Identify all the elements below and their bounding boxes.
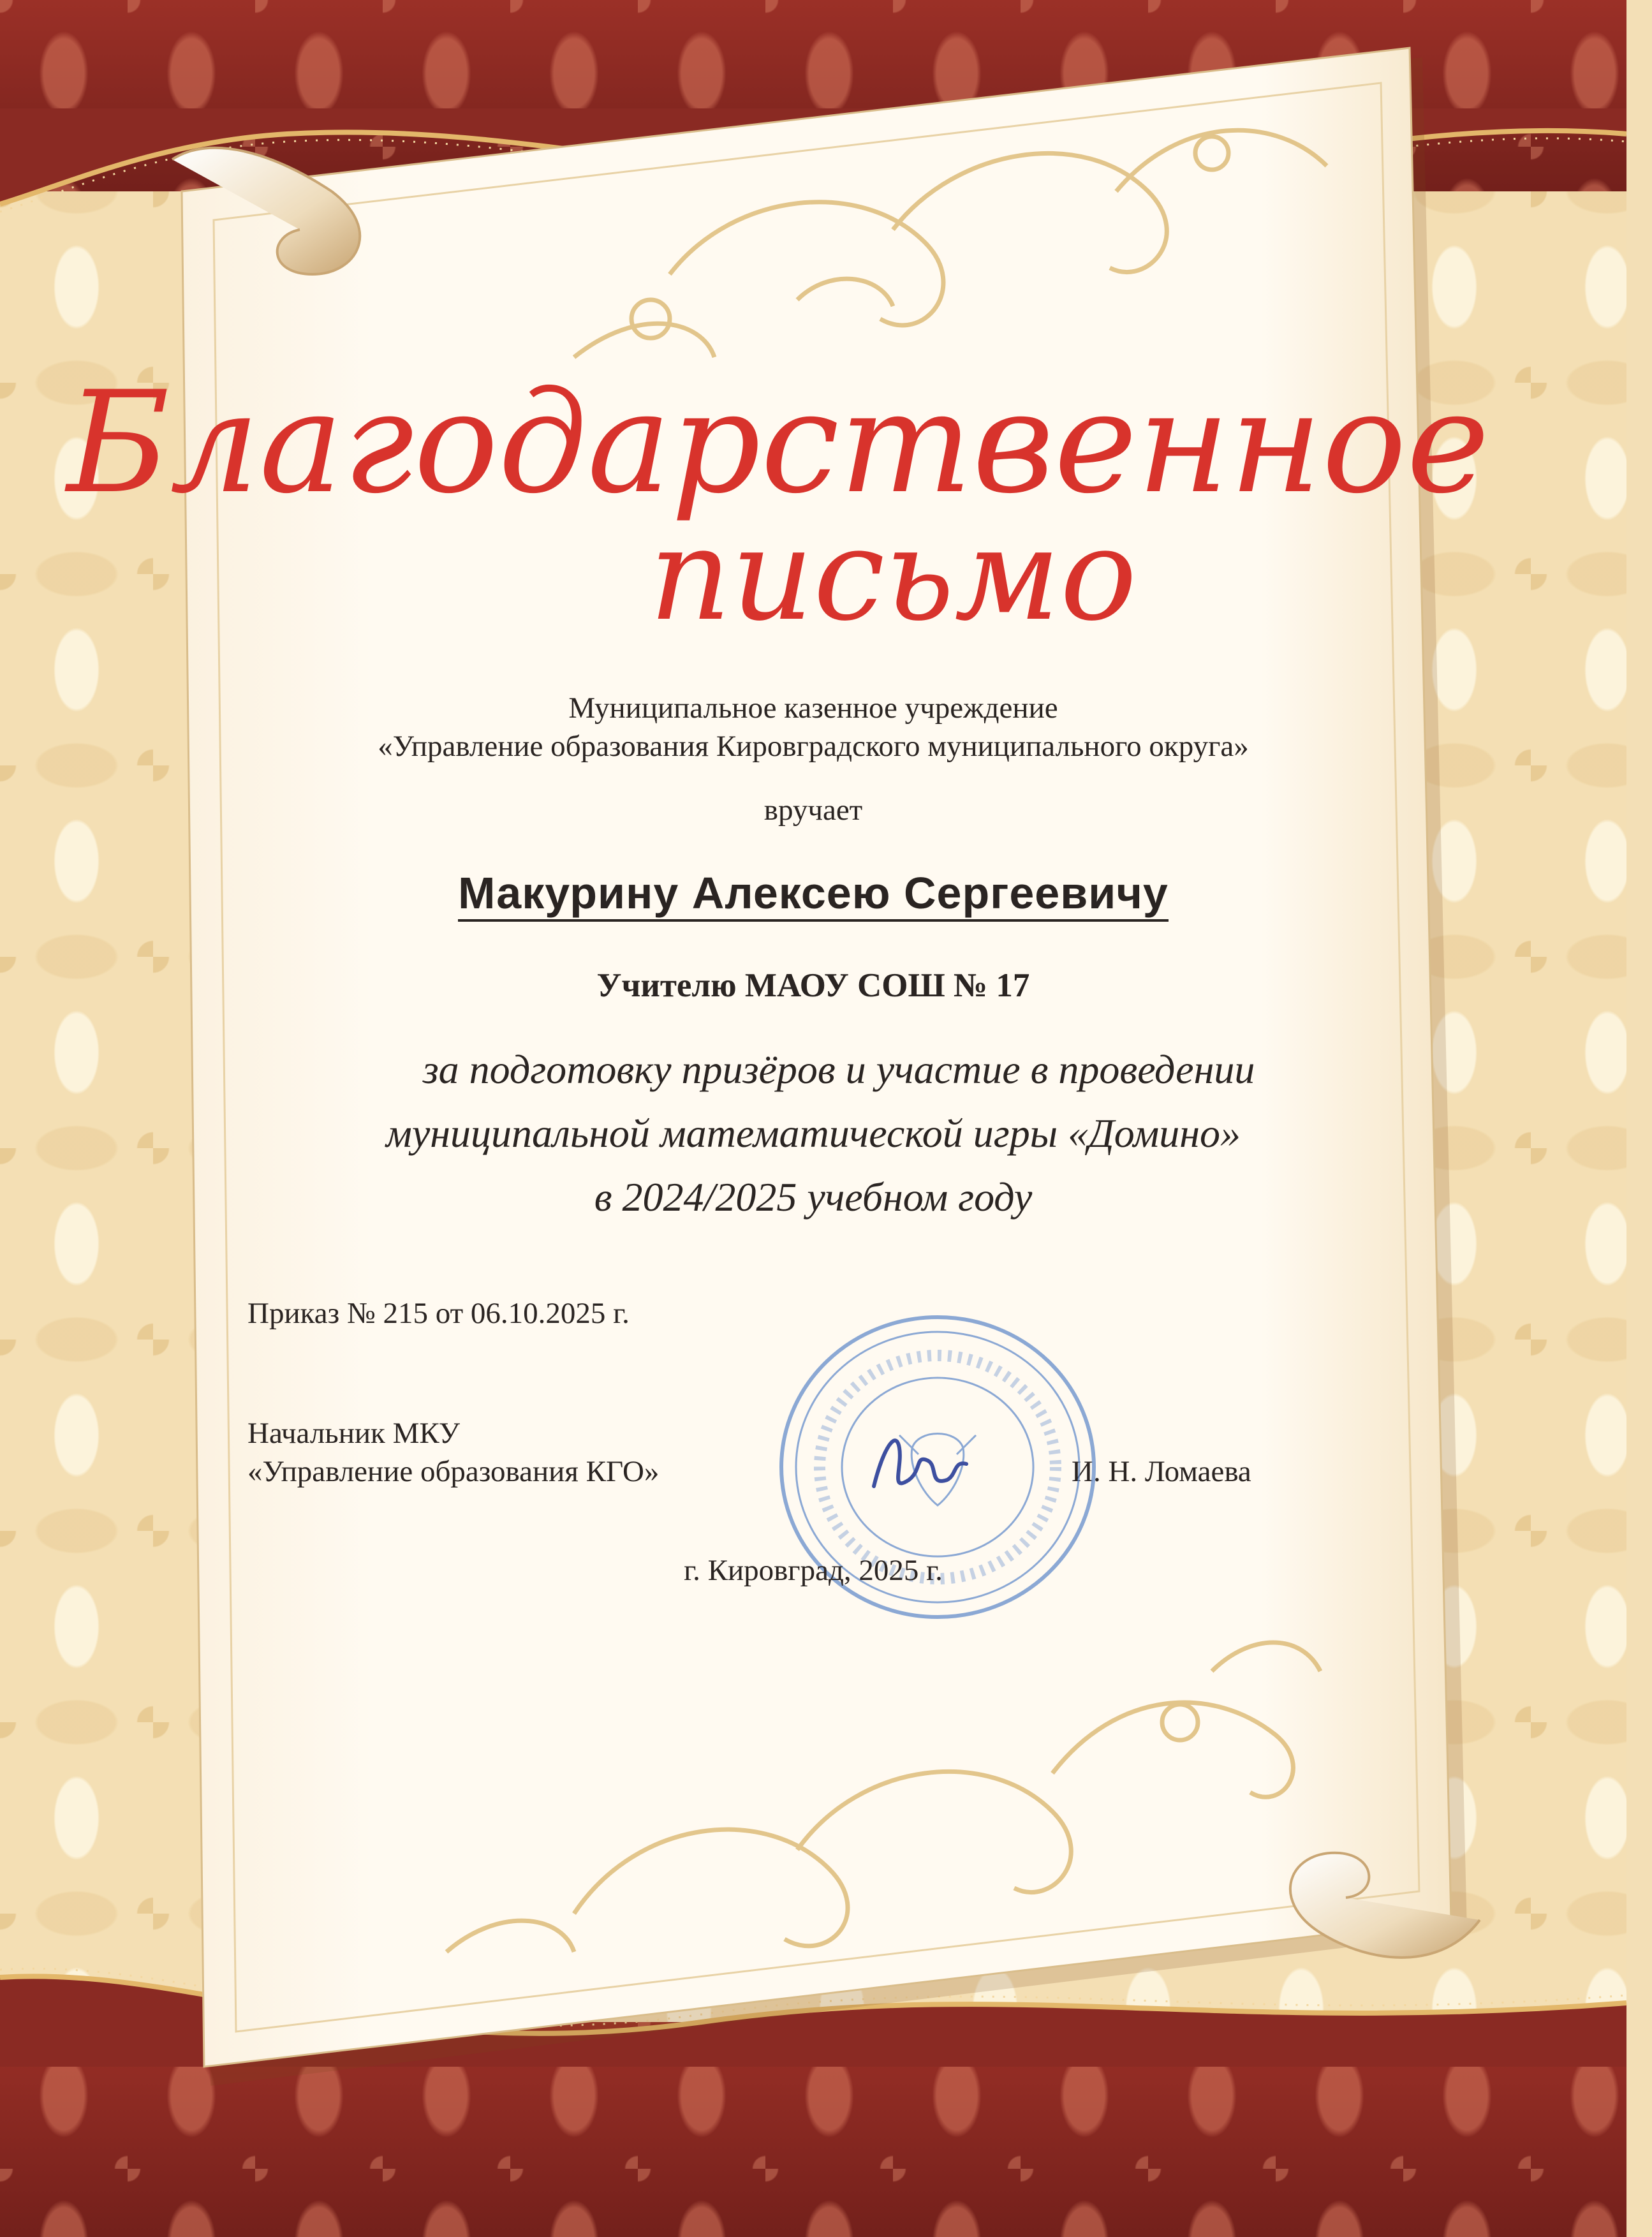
title-line1: Благодарственное: [66, 361, 1490, 524]
reason-line2: муниципальной математической игры «Домино»: [386, 1111, 1241, 1156]
signer-name: И. Н. Ломаева: [1072, 1455, 1251, 1488]
title-line2: письмо: [649, 501, 1137, 649]
certificate-title: [66, 300, 1490, 657]
recipient-name: Макурину Алексею Сергеевичу: [458, 868, 1169, 922]
organization-line2: «Управление образования Кировградского муниципального округа»: [378, 730, 1249, 763]
order-reference: Приказ № 215 от 06.10.2025 г.: [247, 1297, 630, 1330]
organization-line1: Муниципальное казенное учреждение: [568, 691, 1058, 725]
presents-label: вручает: [763, 794, 863, 827]
reason-line1: за подготовку призёров и участие в проведении: [422, 1047, 1255, 1092]
reason-line3: в 2024/2025 учебном году: [594, 1174, 1033, 1220]
recipient-name-block: [0, 867, 1626, 919]
place-and-year: г. Кировград, 2025 г.: [684, 1554, 943, 1587]
handwritten-signature-icon: [874, 1440, 966, 1486]
chief-title-line2: «Управление образования КГО»: [247, 1455, 660, 1488]
chief-title-line1: Начальник МКУ: [247, 1417, 461, 1450]
recipient-position: Учителю МАОУ СОШ № 17: [596, 967, 1030, 1004]
